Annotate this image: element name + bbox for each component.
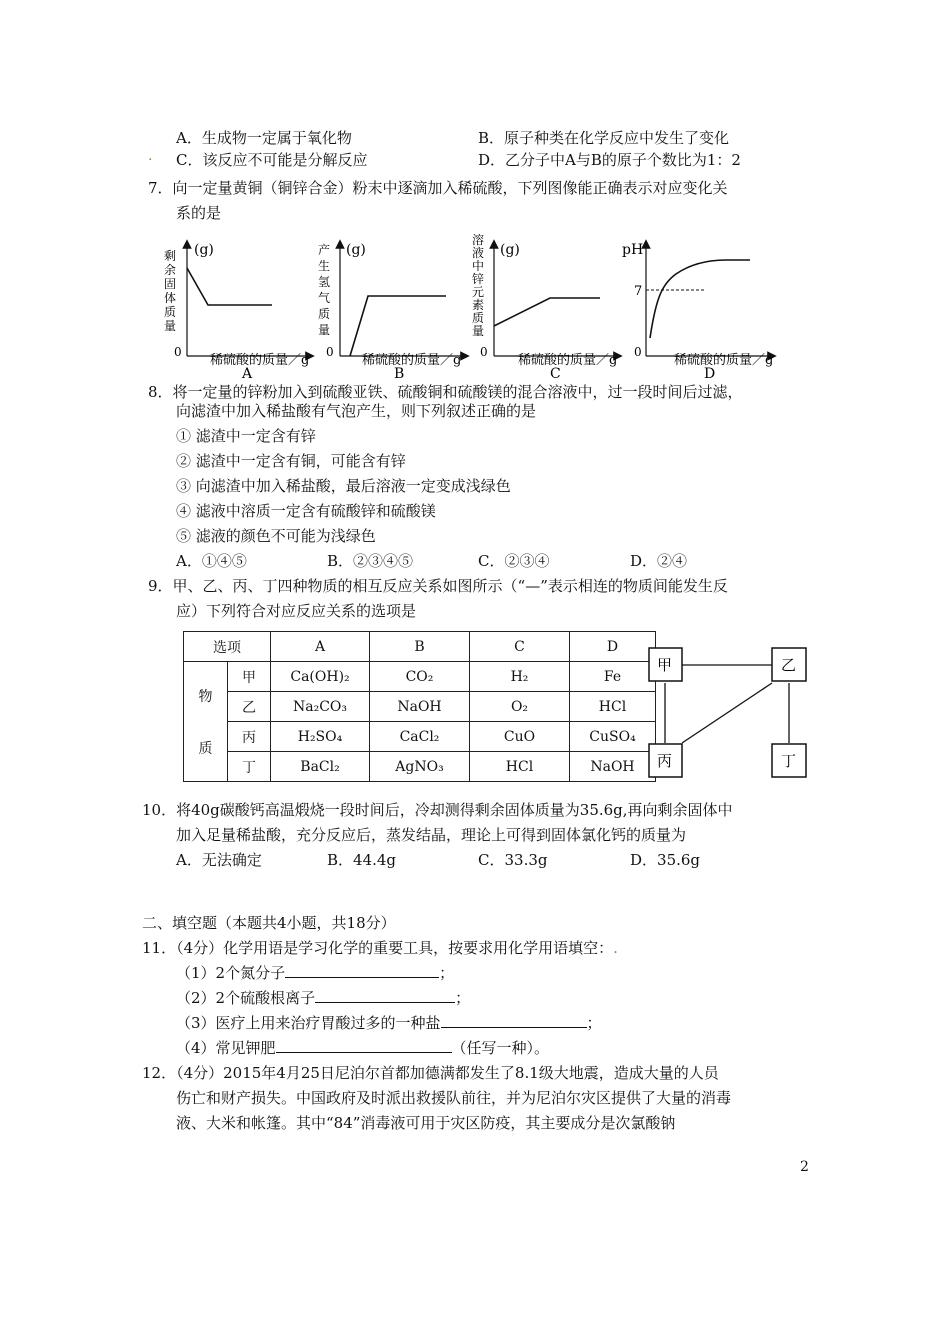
- graph-b-curve: [350, 296, 446, 356]
- table-cell: HCl: [570, 692, 656, 722]
- graph-c-ylabel-5: 素: [472, 298, 485, 312]
- q8-option-d: D．②④: [630, 552, 688, 570]
- q8-stem-line1: 8．将一定量的锌粉加入到硫酸亚铁、硫酸铜和硫酸镁的混合溶液中，过一段时间后过滤，: [148, 383, 743, 401]
- q10-option-b: B．44.4g: [327, 851, 397, 869]
- graph-d-origin: 0: [634, 345, 642, 359]
- table-header-cell: C: [470, 632, 570, 662]
- graph-d: [622, 242, 773, 378]
- q10-option-d: D．35.6g: [630, 851, 701, 869]
- graph-c-ylabel-1: 液: [472, 246, 485, 260]
- q10-stem-line2: 加入足量稀盐酸，充分反应后，蒸发结晶，理论上可得到固体氯化钙的质量为: [176, 826, 687, 844]
- graph-a-letter: A: [242, 366, 253, 378]
- q11-item-4: （4）常见钾肥 （任写一种）。: [176, 1039, 550, 1057]
- node-jia-label: 甲: [657, 656, 673, 674]
- graph-b-ylabel-3: 气: [318, 291, 331, 305]
- q6-option-a: A．生成物一定属于氧化物: [176, 129, 352, 147]
- table-row: [184, 662, 656, 692]
- graph-b-xlabel: 稀硫酸的质量／g: [362, 353, 462, 368]
- q6-option-b: B．原子种类在化学反应中发生了变化: [478, 129, 730, 147]
- table-cell: AgNO₃: [370, 752, 470, 782]
- table-header-row: [184, 632, 656, 662]
- table-row: [184, 722, 656, 752]
- q7-stem-line1: 7．向一定量黄铜（铜锌合金）粉末中逐滴加入稀硫酸，下列图像能正确表示对应变化关: [148, 179, 728, 197]
- q6-option-c: C．该反应不可能是分解反应: [176, 151, 368, 169]
- table-cell: O₂: [470, 692, 570, 722]
- graph-c: [472, 232, 618, 378]
- section-2-title: 二、填空题（本题共4小题，共18分）: [142, 914, 396, 932]
- table-header-cell: B: [370, 632, 470, 662]
- q8-stem-line2: 向滤渣中加入稀盐酸有气泡产生，则下列叙述正确的是: [176, 402, 537, 420]
- graph-d-curve: [650, 260, 750, 338]
- q7-stem-line2: 系的是: [176, 204, 222, 222]
- q11-stem: 11．（4分）化学用语是学习化学的重要工具，按要求用化学用语填空：.: [142, 939, 618, 957]
- q8-item-5: ⑤ 滤液的颜色不可能为浅绿色: [176, 527, 376, 545]
- table-cell: NaOH: [370, 692, 470, 722]
- graph-a-unit: (g): [194, 242, 214, 258]
- table-cell: CaCl₂: [370, 722, 470, 752]
- q12-line2: 伤亡和财产损失。中国政府及时派出救援队前往，并为尼泊尔灾区提供了大量的消毒: [176, 1089, 732, 1107]
- graph-a-origin: 0: [174, 345, 182, 359]
- q9-relation-diagram: [648, 646, 810, 780]
- graph-c-ylabel-3: 锌: [472, 272, 485, 286]
- q12-line1: 12．（4分）2015年4月25日尼泊尔首都加德满都发生了8.1级大地震，造成大量的人员: [142, 1064, 719, 1082]
- graph-c-ylabel-7: 量: [472, 324, 485, 338]
- q8-option-c: C．②③④: [478, 552, 550, 570]
- q9-stem-line2: 应）下列符合对应反应关系的选项是: [176, 602, 417, 620]
- answer-blank: [276, 1038, 452, 1053]
- q11-item-2: （2）2个硫酸根离子 ；: [176, 989, 471, 1007]
- table-cell: Na₂CO₃: [271, 692, 370, 722]
- graph-a-ylabel-1: 余: [164, 263, 177, 277]
- table-cell: CuO: [470, 722, 570, 752]
- graph-a-ylabel-0: 剩: [164, 249, 177, 263]
- q8-item-1: ① 滤渣中一定含有锌: [176, 427, 316, 445]
- answer-blank: [315, 988, 455, 1003]
- graph-d-tick-7: 7: [634, 284, 643, 299]
- q8-item-2: ② 滤渣中一定含有铜，可能含有锌: [176, 452, 406, 470]
- graph-a-ylabel-4: 质: [164, 305, 177, 319]
- decorative-dot: .: [148, 148, 153, 164]
- table-row-label: 丁: [228, 752, 271, 782]
- q9-stem-line1: 9．甲、乙、丙、丁四种物质的相互反应关系如图所示（“—”表示相连的物质间能发生反: [148, 577, 728, 595]
- graph-a-ylabel-5: 量: [164, 319, 177, 333]
- graph-c-ylabel-2: 中: [472, 259, 485, 273]
- q8-item-3: ③ 向滤渣中加入稀盐酸，最后溶液一定变成浅绿色: [176, 477, 511, 495]
- table-cell: Ca(OH)₂: [271, 662, 370, 692]
- node-yi-label: 乙: [781, 656, 797, 674]
- graph-b-origin: 0: [326, 345, 334, 359]
- graph-a-ylabel-3: 体: [164, 291, 177, 305]
- graph-d-xlabel: 稀硫酸的质量／g: [674, 353, 774, 368]
- table-row-label: 甲: [228, 662, 271, 692]
- graph-a-xlabel: 稀硫酸的质量／g: [210, 353, 310, 368]
- table-cell: H₂SO₄: [271, 722, 370, 752]
- graph-b-unit: (g): [346, 242, 366, 258]
- graph-b-ylabel-2: 氢: [318, 275, 331, 289]
- q10-stem-line1: 10．将40g碳酸钙高温煅烧一段时间后，冷却测得剩余固体质量为35.6g,再向剩余固体中: [142, 801, 733, 819]
- q11-item-3: （3）医疗上用来治疗胃酸过多的一种盐 ；: [176, 1014, 602, 1032]
- table-cell: CuSO₄: [570, 722, 656, 752]
- graph-b-letter: B: [394, 366, 405, 378]
- graph-c-ylabel-0: 溶: [472, 233, 485, 247]
- q12-line3: 液、大米和帐篷。其中“84”消毒液可用于灾区防疫，其主要成分是次氯酸钠: [176, 1114, 676, 1132]
- answer-blank: [441, 1013, 587, 1028]
- graph-c-curve: [494, 298, 600, 326]
- q8-option-b: B．②③④⑤: [327, 552, 414, 570]
- graph-b-ylabel-0: 产: [318, 243, 331, 257]
- q11-item-1: （1）2个氮分子 ；: [176, 964, 455, 982]
- graph-b-ylabel-4: 质: [318, 307, 331, 321]
- table-header-cell: D: [570, 632, 656, 662]
- graph-c-unit: (g): [500, 242, 520, 258]
- graph-d-ylabel: pH: [622, 242, 644, 258]
- table-header-cell: 选项: [184, 632, 271, 662]
- graph-a-curve: [187, 268, 272, 305]
- table-cell: H₂: [470, 662, 570, 692]
- q9-options-table: [183, 631, 656, 782]
- table-cell: Fe: [570, 662, 656, 692]
- node-ding-label: 丁: [781, 752, 797, 770]
- node-bing-label: 丙: [657, 752, 673, 770]
- graph-c-origin: 0: [480, 345, 488, 359]
- graph-b-ylabel-5: 量: [318, 323, 331, 337]
- table-row: [184, 692, 656, 722]
- table-cell: CO₂: [370, 662, 470, 692]
- q8-option-a: A．①④⑤: [176, 552, 247, 570]
- graph-c-ylabel-6: 质: [472, 311, 485, 325]
- q8-item-4: ④ 滤液中溶质一定含有硫酸锌和硫酸镁: [176, 502, 436, 520]
- table-row-label: 乙: [228, 692, 271, 722]
- graph-a: [164, 242, 310, 378]
- graph-a-ylabel-2: 固: [164, 277, 177, 291]
- table-cell: HCl: [470, 752, 570, 782]
- graph-c-xlabel: 稀硫酸的质量／g: [518, 353, 618, 368]
- q10-option-a: A．无法确定: [176, 851, 262, 869]
- graph-c-ylabel-4: 元: [472, 285, 485, 299]
- graph-b-ylabel-1: 生: [318, 259, 331, 273]
- table-row-label: 丙: [228, 722, 271, 752]
- table-cell: NaOH: [570, 752, 656, 782]
- graph-d-letter: D: [704, 366, 716, 378]
- table-cell: BaCl₂: [271, 752, 370, 782]
- graph-c-letter: C: [550, 366, 561, 378]
- q10-option-c: C．33.3g: [478, 851, 548, 869]
- answer-blank: [285, 963, 439, 978]
- graph-b: [318, 242, 465, 378]
- q6-option-d: D．乙分子中A与B的原子个数比为1：2: [478, 151, 741, 169]
- table-header-cell: A: [271, 632, 370, 662]
- q7-graphs: [150, 228, 810, 378]
- table-group-label: 物 质: [184, 662, 228, 782]
- table-row: [184, 752, 656, 782]
- page-number: 2: [800, 1159, 809, 1175]
